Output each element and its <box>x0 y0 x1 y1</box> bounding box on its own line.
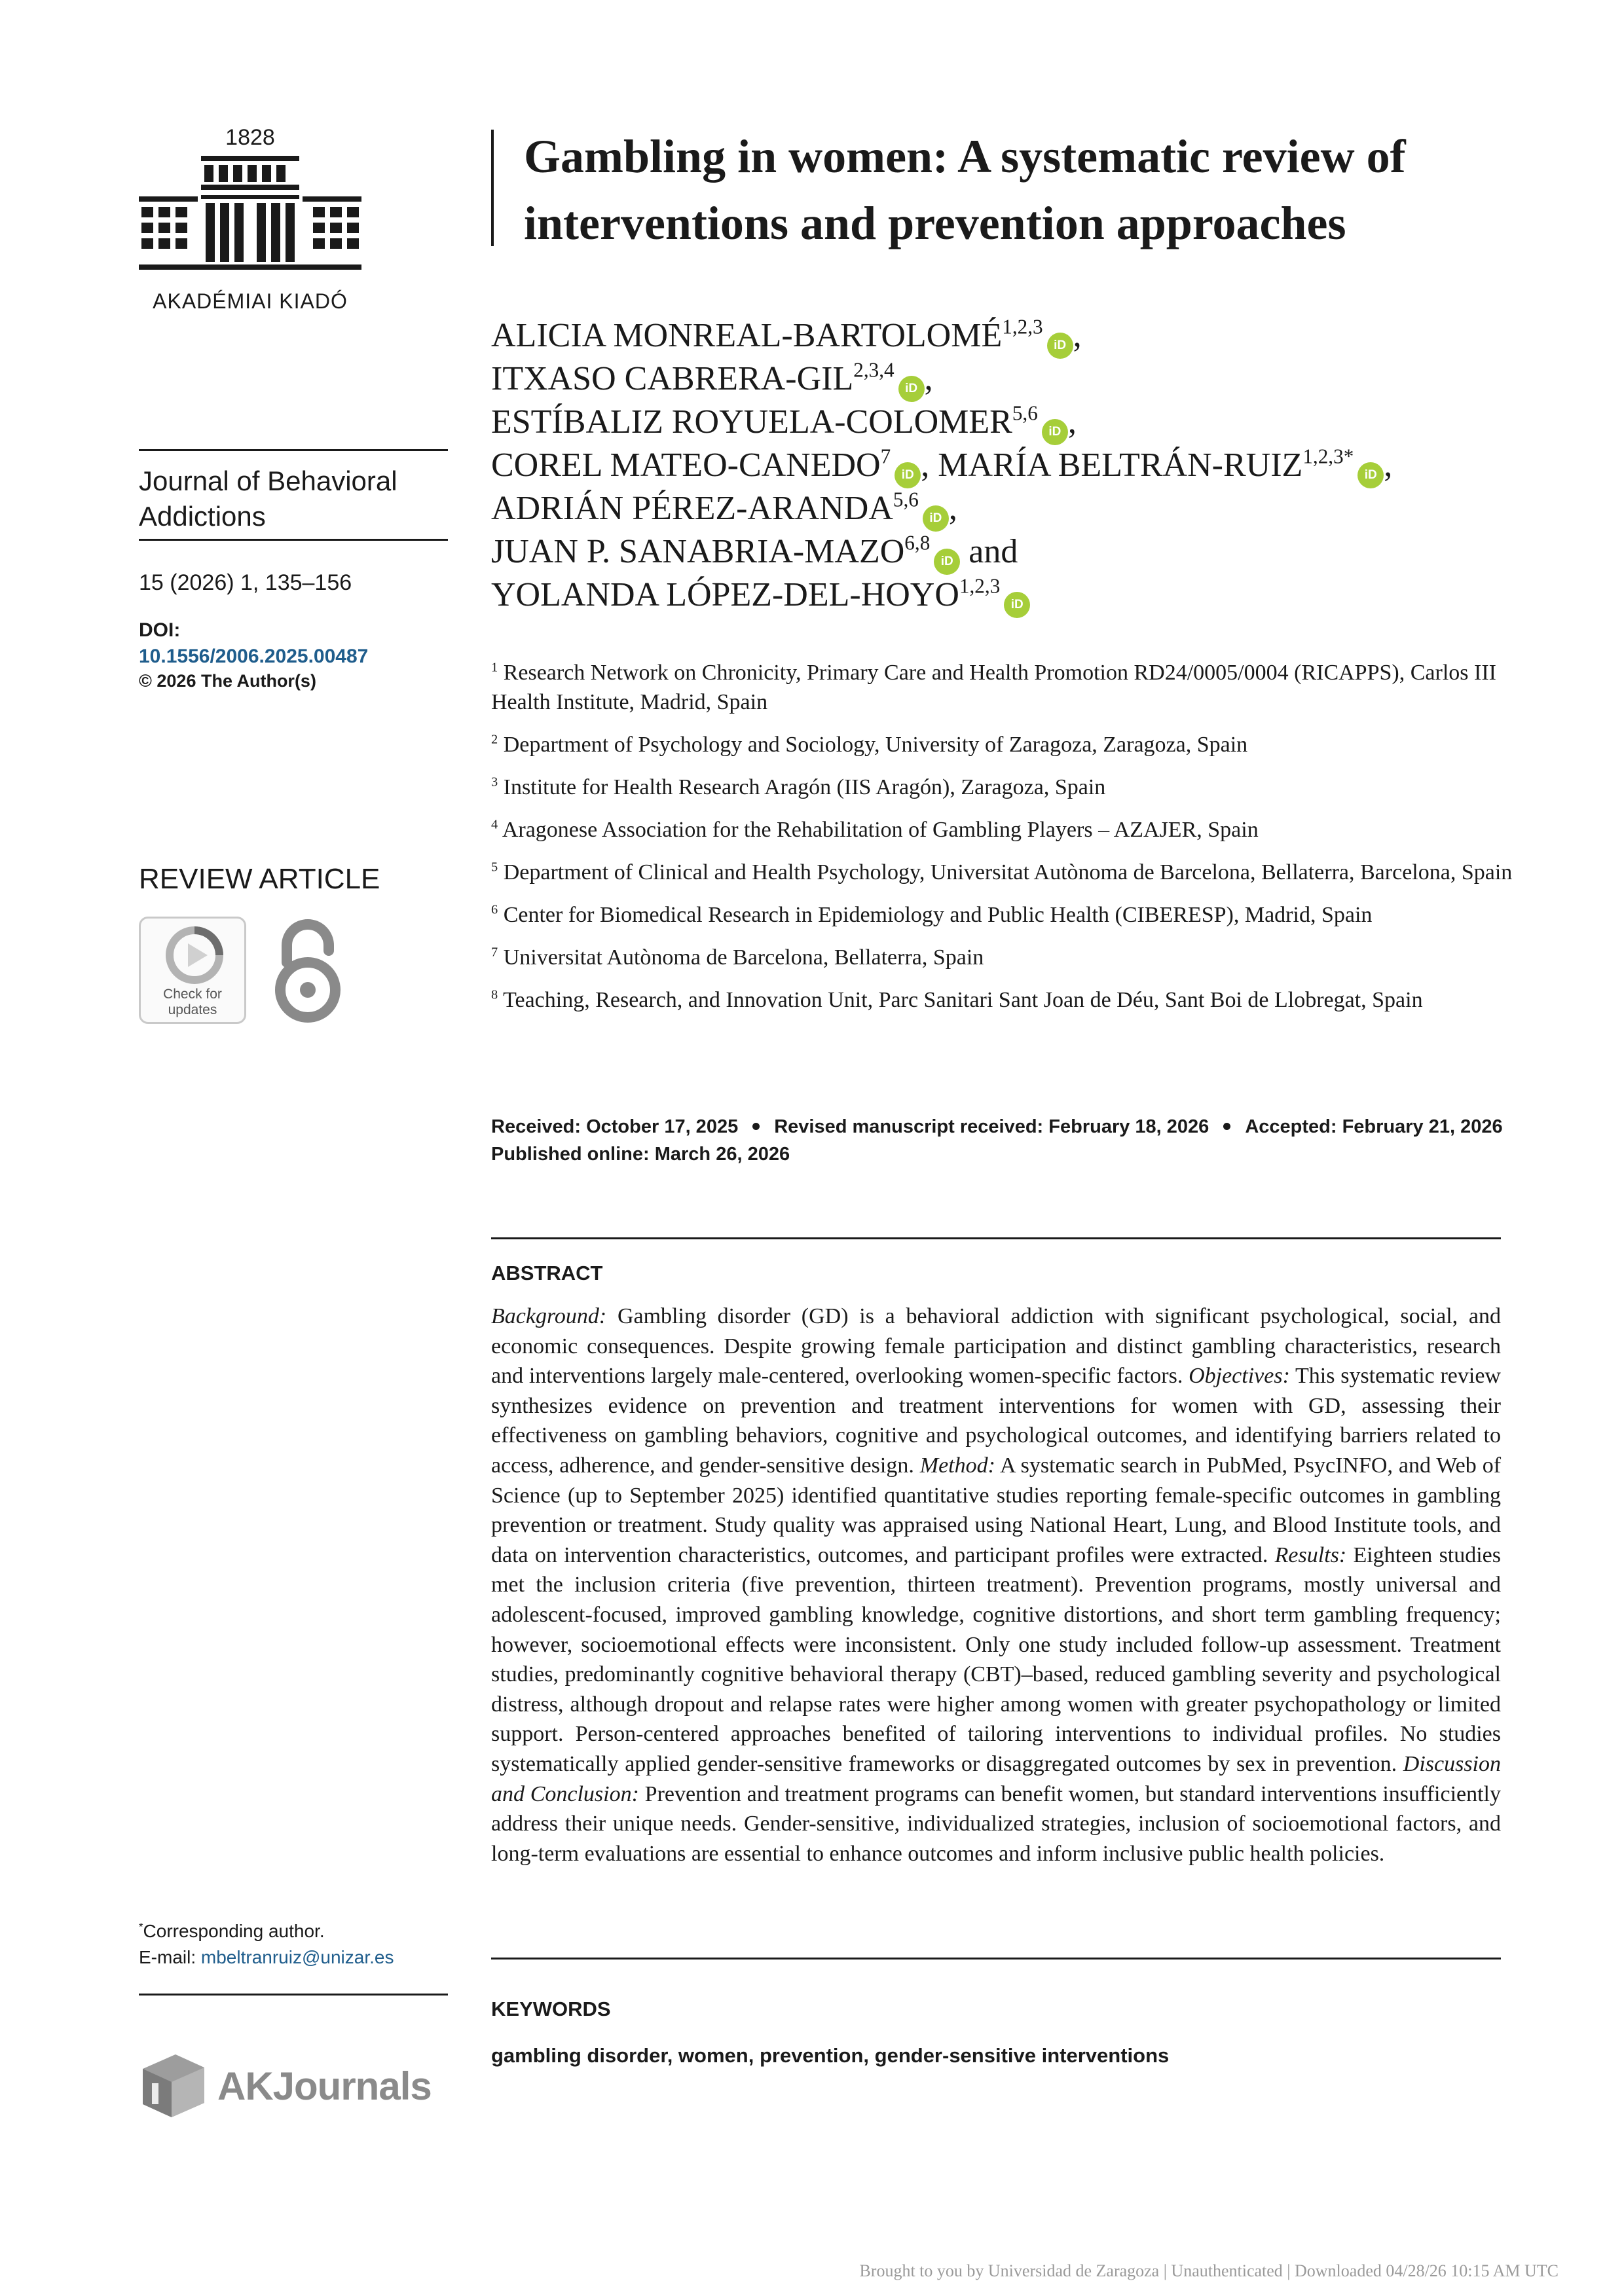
title-line-1: Gambling in women: A systematic review of <box>524 130 1406 183</box>
author-name: ITXASO CABRERA-GIL <box>491 360 854 397</box>
affiliation-number: 5 <box>491 860 498 875</box>
revised-date: Revised manuscript received: February 18, 2026 <box>774 1116 1209 1137</box>
author-name: JUAN P. SANABRIA-MAZO <box>491 533 905 570</box>
divider <box>491 1958 1501 1959</box>
accepted-date: Accepted: February 21, 2026 <box>1245 1116 1503 1137</box>
discussion-text: Prevention and treatment programs can benefit women, but standard interventions insufficiently address their unique needs. Gender-sensitive, individualized strategies, inclusion of socioemotional factors, and long-term evaluations are essential to enhance outcomes and inform inclusive public health policies. <box>491 1781 1501 1866</box>
author-affiliation: 5,6 <box>893 488 919 511</box>
author-line <box>491 532 1539 575</box>
publisher-year: 1828 <box>225 125 275 150</box>
divider <box>139 539 448 541</box>
affiliation-item <box>491 858 1513 887</box>
author-name: ESTÍBALIZ ROYUELA-COLOMER <box>491 403 1012 441</box>
objectives-text: This systematic review synthesizes evidence on prevention and treatment interventions for women with GD, assessing their effectiveness on gambling behaviors, cognitive and psychological outcomes, and identifying barriers related to access, adherence, and gender-sensitive design. <box>491 1364 1501 1478</box>
affiliation-number: 8 <box>491 987 498 1002</box>
author-line: ALICIA MONREAL-BARTOLOMÉ$^{1,2,3}$iD , <box>491 316 1539 359</box>
title-line-2: interventions and prevention approaches <box>524 197 1346 249</box>
author-list <box>491 316 1539 618</box>
orcid-icon[interactable]: iD <box>923 505 949 532</box>
divider <box>139 1994 448 1995</box>
affiliation-item <box>491 900 1513 930</box>
author-line: COREL MATEO-CANEDO$^7$iD , MARÍA BELTRÁN-$RUIZ^{1,2,3*}iD$ , <box>491 445 1539 488</box>
author-name: ALICIA MONREAL-BARTOLOMÉ <box>491 317 1003 354</box>
orcid-icon[interactable]: iD <box>898 376 925 402</box>
email-link[interactable]: mbeltranruiz@unizar.es <box>200 1947 394 1967</box>
keywords-heading: KEYWORDS <box>491 1997 611 2020</box>
orcid-icon[interactable]: iD <box>895 462 921 488</box>
author-name: COREL MATEO-CANEDO <box>491 446 881 484</box>
keywords-list: gambling disorder, women, prevention, gender-sensitive interventions <box>491 2044 1170 2067</box>
affiliation-text: Institute for Health Research Aragón (IIS Aragón), Zaragoza, Spain <box>503 775 1106 799</box>
author-name: ADRIÁN PÉREZ-ARANDA <box>491 490 893 527</box>
affiliation-text: Universitat Autònoma de Barcelona, Bellaterra, Spain <box>503 945 984 970</box>
affiliation-text: Teaching, Research, and Innovation Unit, Parc Sanitari Sant Joan de Déu, Sant Boi de Llobregat, Spain <box>503 988 1423 1012</box>
affiliation-item <box>491 985 1513 1015</box>
author-line: ESTÍBALIZ ROYUELA-COLOMER$^{5,6}$iD , <box>491 402 1539 445</box>
abstract-heading: ABSTRACT <box>491 1262 603 1285</box>
doi-link[interactable]: 10.1556/2006.2025.00487 <box>139 646 369 667</box>
download-footer: Brought to you by Universidad de Zaragoza | Unauthenticated | Downloaded 04/28/26 10:15 AM UTC <box>859 2261 1559 2280</box>
objectives-label: Objectives: <box>1189 1364 1290 1389</box>
abstract-body <box>491 1302 1501 1868</box>
author-line <box>491 575 1539 618</box>
orcid-icon[interactable]: iD <box>934 549 960 575</box>
doi-label: DOI: <box>139 619 181 641</box>
results-label: Results: <box>1274 1542 1347 1567</box>
publisher-logo <box>139 124 361 314</box>
affiliation-text: Department of Psychology and Sociology, University of Zaragoza, Zaragoza, Spain <box>503 733 1248 757</box>
check-updates-line1: Check for <box>163 987 222 1002</box>
author-affiliation: 1,2,3 <box>959 574 1001 598</box>
author-affiliation: 1,2,3* <box>1302 445 1354 468</box>
method-label: Method: <box>919 1453 995 1478</box>
divider <box>491 1237 1501 1239</box>
discussion-label: Discussion and Conclusion: <box>491 1751 1501 1806</box>
affiliation-text: Aragonese Association for the Rehabilitation of Gambling Players – AZAJER, Spain <box>502 818 1259 842</box>
building-icon <box>139 156 361 287</box>
orcid-icon[interactable]: iD <box>1042 419 1068 445</box>
orcid-icon[interactable]: iD <box>1047 333 1073 359</box>
corresponding-author <box>139 1918 448 1971</box>
method-text: A systematic search in PubMed, PsycINFO, and Web of Science (up to September 2025) identified quantitative studies reporting female-specific outcomes in gambling prevention or treatment. Study quality was appraised using National Heart, Lung, and Blood Institute tools, and data on intervention characteristics, outcomes, and participant profiles were extracted. <box>491 1453 1502 1567</box>
affiliation-text: Department of Clinical and Health Psychology, Universitat Autònoma de Barcelona, Bellaterra, Barcelona, Spain <box>503 860 1513 884</box>
orcid-icon[interactable]: iD <box>1357 462 1384 488</box>
background-text: Gambling disorder (GD) is a behavioral addiction with significant psychological, social, and economic consequences. Despite growing female participation and distinct gambling characteristics, research and interventions largely male-centered, overlooking women-specific factors. <box>491 1304 1501 1389</box>
affiliation-number: 1 <box>491 660 498 675</box>
check-updates-icon <box>162 924 227 989</box>
affiliation-number: 4 <box>491 817 498 832</box>
akjournals-wordmark: AKJournals <box>217 2064 432 2108</box>
published-date: Published online: March 26, 2026 <box>491 1144 790 1165</box>
author-affiliation: 6,8 <box>904 531 931 555</box>
journal-name: Journal of Behavioral Addictions <box>139 465 397 532</box>
divider <box>139 449 448 451</box>
open-access-icon <box>268 917 347 1024</box>
author-affiliation: 7 <box>880 445 891 468</box>
affiliation-item <box>491 943 1513 972</box>
publisher-name: AKADÉMIAI KIADÓ <box>153 289 348 313</box>
affiliation-text: Center for Biomedical Research in Epidemiology and Public Health (CIBERESP), Madrid, Spain <box>503 903 1373 927</box>
author-affiliation: 1,2,3 <box>1002 315 1043 338</box>
journal-issue: 15 (2026) 1, 135–156 <box>139 570 352 595</box>
corresponding-mark: * <box>139 1920 143 1933</box>
received-date: Received: October 17, 2025 <box>491 1116 739 1137</box>
affiliation-text: Research Network on Chronicity, Primary Care and Health Promotion RD24/0005/0004 (RICAPPS), Carlos III Health Institute, Madrid, Spain <box>491 661 1496 714</box>
akjournals-logo <box>139 2049 440 2121</box>
author-name: MARÍA BELTRÁN-RUIZ <box>938 446 1303 484</box>
article-title <box>524 123 1519 257</box>
author-name: YOLANDA LÓPEZ-DEL-HOYO <box>491 576 959 613</box>
background-label: Background: <box>491 1304 607 1328</box>
title-accent-bar <box>491 130 494 246</box>
bullet-icon <box>752 1123 760 1130</box>
results-text: Eighteen studies met the inclusion criteria (five prevention, thirteen treatment). Prevention programs, mostly universal and adolescent-focused, improved gambling knowledge, cognitive distortions, and short term gambling frequency; however, socioemotional effects were inconsistent. Only one study included follow-up assessment. Treatment studies, predominantly cognitive behavioral therapy (CBT)–based, reduced gambling severity and psychological distress, although dropout and relapse rates were higher among women with greater psychopathology or limited support. Person-centered approaches benefited of tailoring interventions to individual profiles. No studies systematically applied gender-sensitive frameworks or disaggregated outcomes by sex in prevention. <box>491 1542 1502 1776</box>
author-line: ITXASO CABRERA-GIL$^{2,3,4}$iD , <box>491 359 1539 402</box>
affiliation-number: 6 <box>491 902 498 917</box>
corresponding-label: Corresponding author. <box>143 1921 325 1941</box>
check-for-updates-badge[interactable] <box>139 917 246 1024</box>
copyright: © 2026 The Author(s) <box>139 671 316 691</box>
author-affiliation: 2,3,4 <box>853 358 895 382</box>
email-label: E-mail: <box>139 1947 196 1967</box>
orcid-icon[interactable]: iD <box>1004 592 1030 618</box>
article-type: REVIEW ARTICLE <box>139 863 380 895</box>
affiliation-number: 2 <box>491 732 498 747</box>
affiliation-number: 7 <box>491 945 498 960</box>
affiliation-item <box>491 815 1513 845</box>
author-affiliation: 5,6 <box>1012 401 1038 425</box>
author-line: ADRIÁN PÉREZ-ARANDA$^{5,6}$iD , <box>491 488 1539 532</box>
journals-book-icon <box>139 2049 208 2121</box>
affiliation-list <box>491 658 1513 1028</box>
check-updates-line2: updates <box>168 1002 217 1017</box>
affiliation-item <box>491 773 1513 802</box>
affiliation-item <box>491 730 1513 759</box>
bullet-icon <box>1223 1123 1230 1130</box>
authors-and: and <box>969 533 1018 570</box>
affiliation-number: 3 <box>491 774 498 790</box>
affiliation-item <box>491 658 1513 717</box>
publication-dates <box>491 1113 1539 1168</box>
